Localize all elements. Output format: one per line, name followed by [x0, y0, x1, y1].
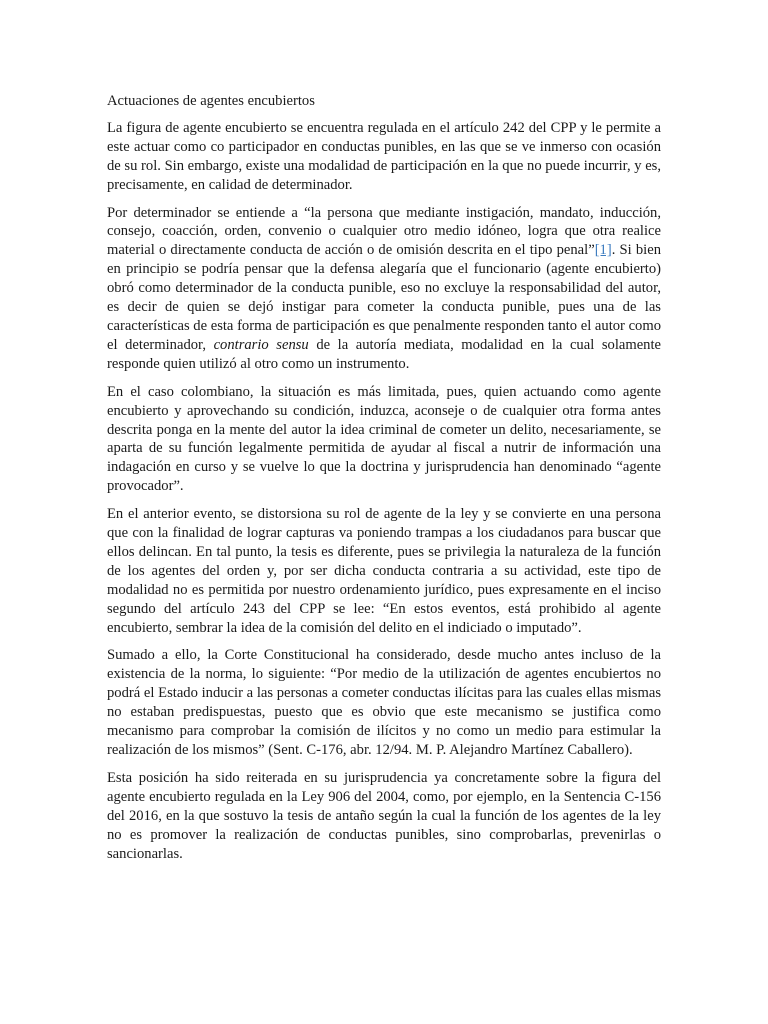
paragraph-1: La figura de agente encubierto se encuentra regulada en el artículo 242 del CPP y le permite a este actuar como co participador en conductas punibles, en las que se ve inmerso con ocasión de su rol. Sin embargo, existe una modalidad de participación en la que no puede incurrir, y es, precisamente, en calidad de determinador.	[107, 119, 661, 193]
italic-latin-phrase: contrario sensu	[213, 336, 309, 353]
paragraph-5: Sumado a ello, la Corte Constitucional ha considerado, desde mucho antes incluso de la existencia de la norma, lo siguiente: “Por medio de la utilización de agentes encubiertos no podrá el Estado inducir a las personas a cometer conductas ilícitas para las cuales ellas mismas no estaban predispuestas, puesto que es obvio que este mecanismo se justifica como mecanismo para comprobar la comisión de ilícitos y no como un medio para estimular la realización de los mismos” (Sent. C-176, abr. 12/94. M. P. Alejandro Martínez Caballero).	[107, 647, 661, 758]
document-body	[107, 92, 661, 872]
paragraph-2-text-c: de la autoría mediata, modalidad en la cual solamente responde quien utilizó al otro como un instrumento.	[107, 336, 662, 372]
paragraph-3: En el caso colombiano, la situación es más limitada, pues, quien actuando como agente encubierto y aprovechando su condición, induzca, aconseje o de cualquier otra forma antes descrita ponga en la mente del autor la idea criminal de cometer un delito, necesariamente, se aparta de su función legalmente permitida de ayudar al fiscal a nutrir de información una indagación en curso y se vuelve lo que la doctrina y jurisprudencia han denominado “agente provocador”.	[107, 383, 661, 495]
paragraph-2-text-b: . Si bien en principio se podría pensar que la defensa alegaría que el funcionario (agente encubierto) obró como determinador de la conducta punible, eso no excluye la responsabilidad del autor, es decir de quien se dejó instigar para cometer la conducta punible, pues una de las características de esta forma de participación es que penalmente responden tanto el autor como el determinador,	[107, 242, 661, 353]
paragraph-2	[107, 204, 661, 374]
footnote-link[interactable]: [1]	[594, 242, 612, 259]
paragraph-4: En el anterior evento, se distorsiona su rol de agente de la ley y se convierte en una persona que con la finalidad de lograr capturas va poniendo trampas a los ciudadanos para buscar que ellos delincan. En tal punto, la tesis es diferente, pues se privilegia la naturaleza de la función de los agentes del orden y, por ser dicha conducta contraria a su actividad, este tipo de modalidad no es permitida por nuestro ordenamiento jurídico, pues expresamente en el inciso segundo del artículo 243 del CPP se lee: “En estos eventos, está prohibido al agente encubierto, sembrar la idea de la comisión del delito en el indiciado o imputado”.	[107, 506, 661, 636]
paragraph-6: Esta posición ha sido reiterada en su jurisprudencia ya concretamente sobre la figura del agente encubierto regulada en la Ley 906 del 2004, como, por ejemplo, en la Sentencia C-156 del 2016, en la que sostuvo la tesis de antaño según la cual la función de los agentes de la ley no es promover la realización de conductas punibles, sino comprobarlas, prevenirlas o sancionarlas.	[107, 769, 661, 862]
paragraph-2-text-a: Por determinador se entiende a “la persona que mediante instigación, mandato, inducción, consejo, coacción, orden, convenio o cualquier otro medio idóneo, logra que otra realice material o directamente conducta de acción o de omisión descrita en el tipo penal”	[107, 204, 661, 259]
section-heading: Actuaciones de agentes encubiertos	[107, 93, 315, 109]
